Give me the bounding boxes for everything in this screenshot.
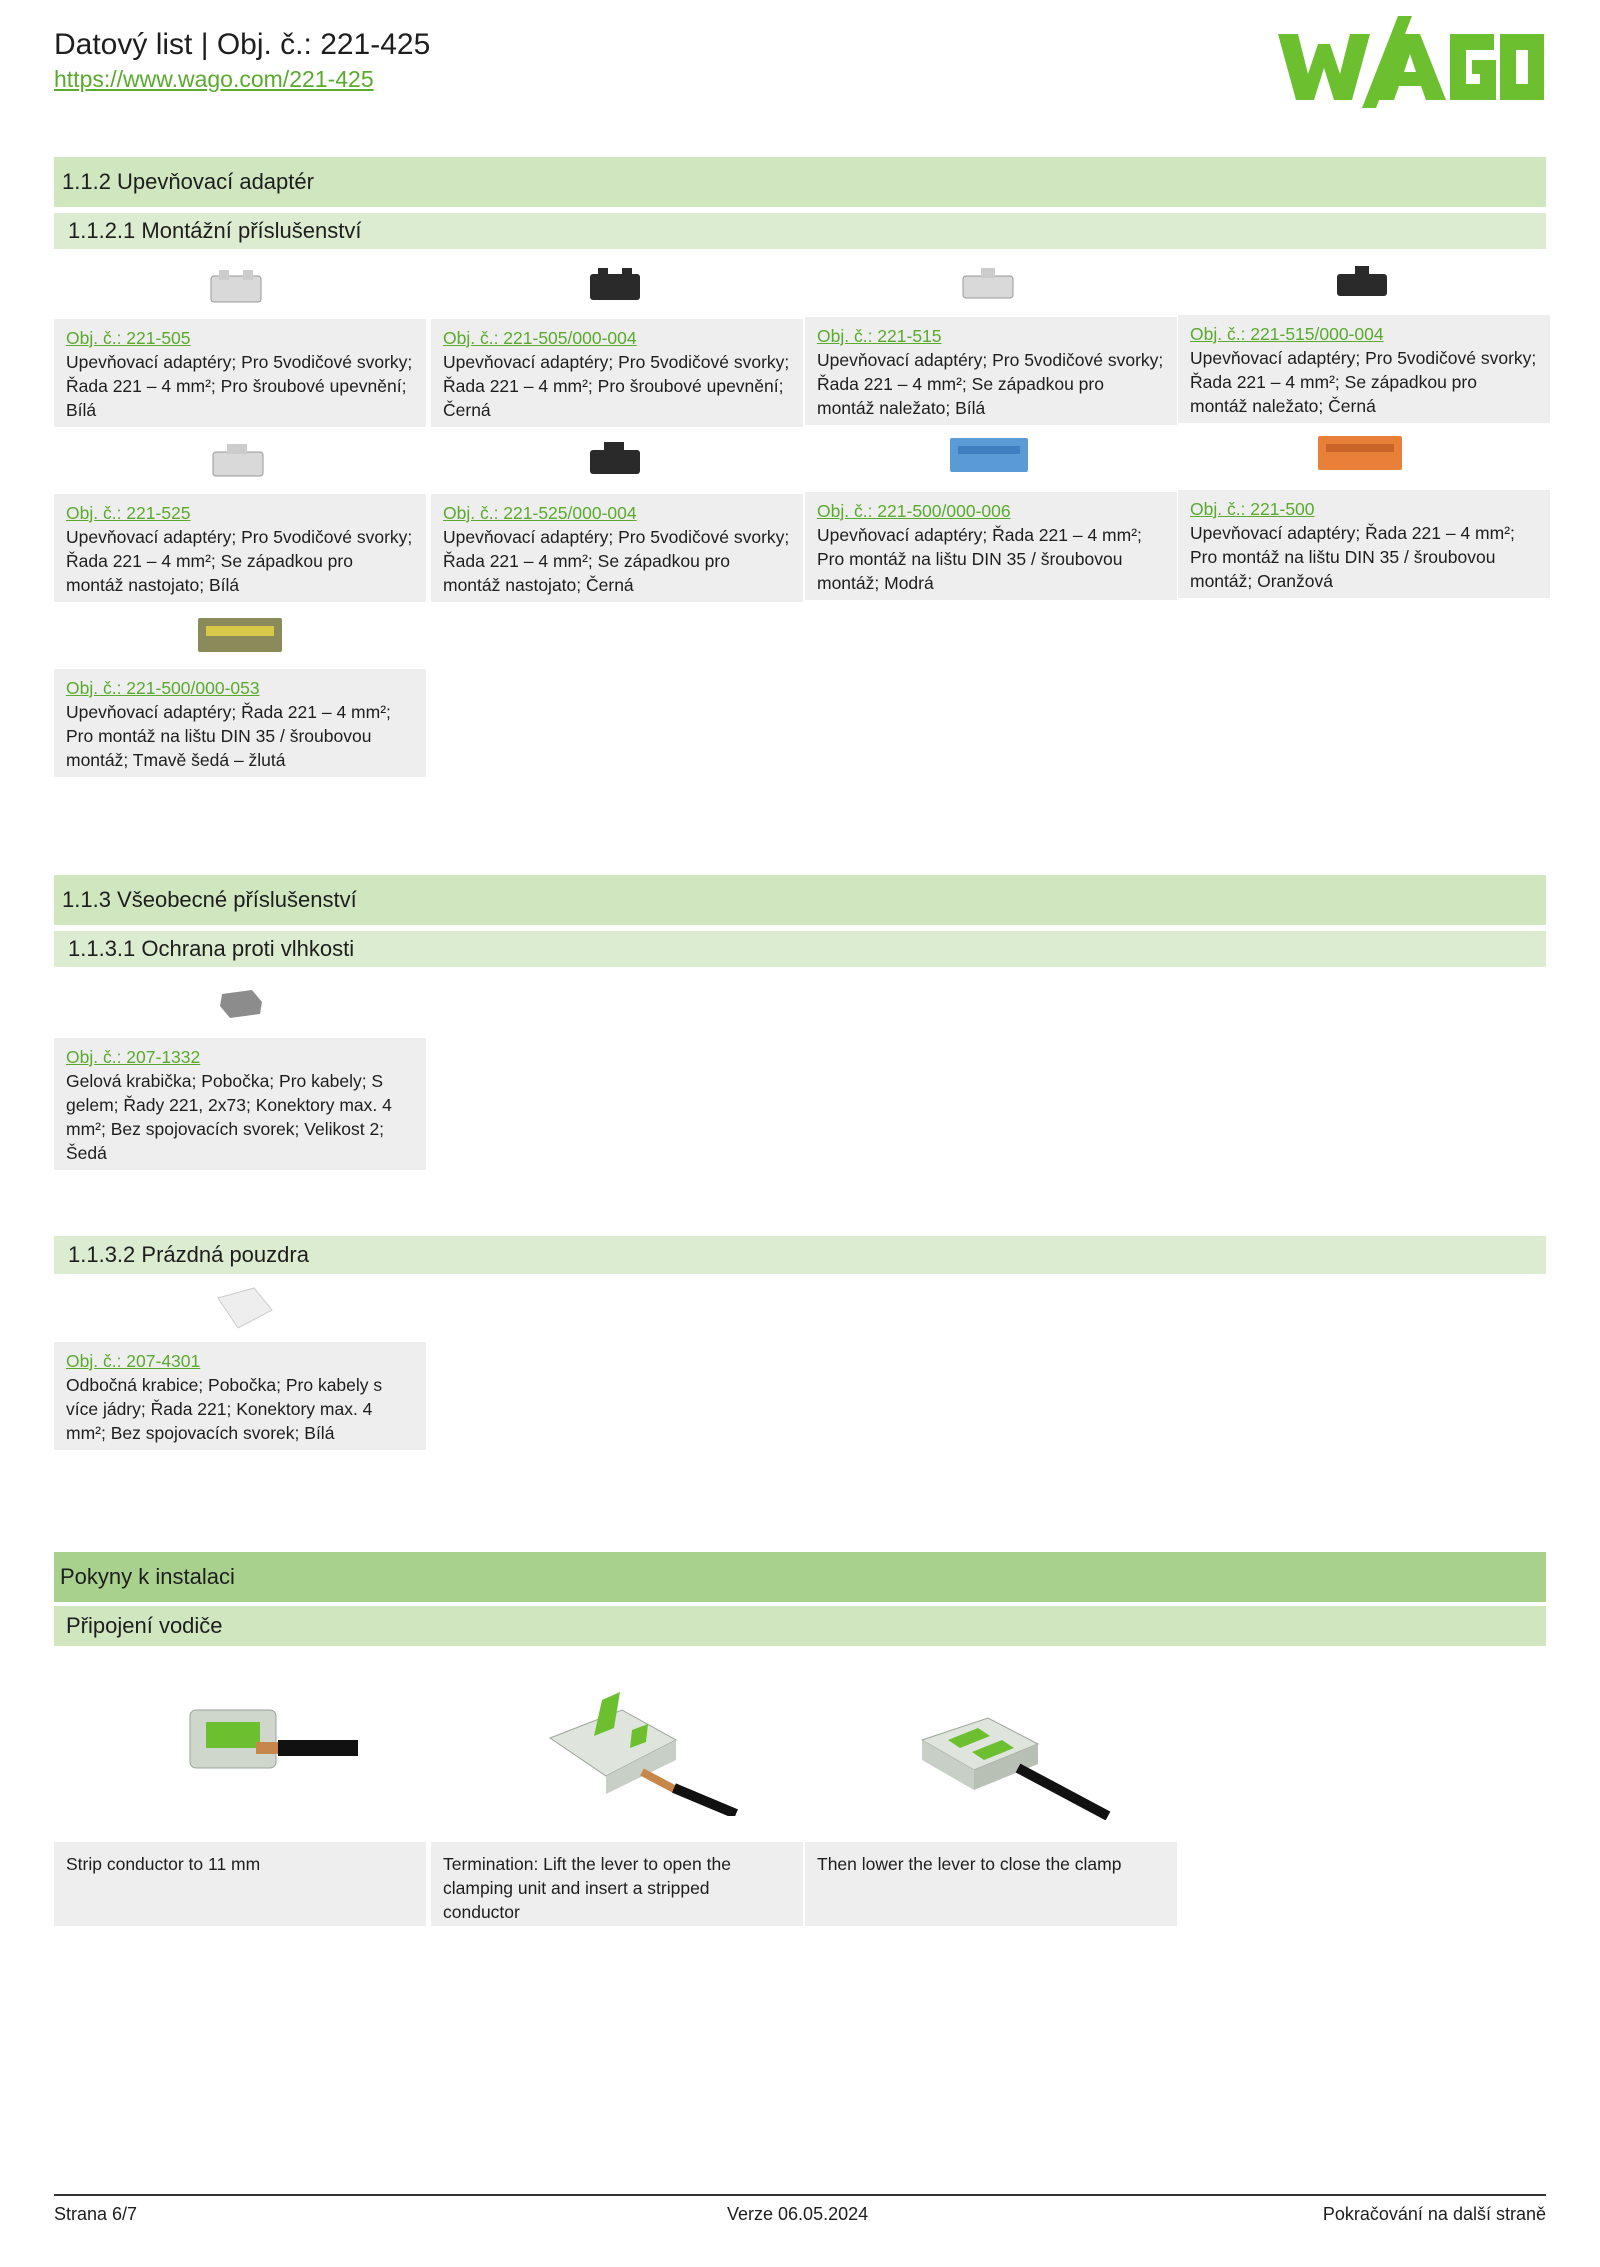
product-image-207-4301 [214, 1284, 276, 1334]
product-card [54, 319, 426, 427]
product-code-link[interactable]: Obj. č.: 221-515/000-004 [1190, 324, 1384, 344]
product-code-link[interactable]: Obj. č.: 221-515 [817, 326, 942, 346]
product-card [1178, 490, 1550, 598]
section-heading-fastening-adapter: 1.1.2 Upevňovací adaptér [54, 157, 1546, 207]
product-image-221-505-000-004 [584, 262, 646, 310]
product-card [54, 1342, 426, 1450]
product-image-207-1332 [216, 984, 266, 1024]
install-step-1 [54, 1842, 426, 1926]
product-description: Upevňovací adaptéry; Řada 221 – 4 mm²; Pro montáž na lištu DIN 35 / šroubovou montáž; Oranžová [1190, 523, 1515, 591]
lower-lever-illustration [918, 1712, 1112, 1820]
product-image-221-500-000-053 [194, 610, 286, 662]
lift-lever-illustration [546, 1688, 740, 1816]
product-card [54, 494, 426, 602]
product-image-221-505 [205, 264, 267, 312]
product-image-221-500 [1314, 430, 1406, 480]
wago-logo [1278, 14, 1544, 108]
product-card [431, 494, 803, 602]
product-image-221-515 [957, 262, 1019, 310]
product-image-221-525 [207, 440, 269, 488]
section-heading-installation: Pokyny k instalaci [54, 1552, 1546, 1602]
version-date: Verze 06.05.2024 [727, 2204, 869, 2224]
install-step-text: Then lower the lever to close the clamp [817, 1854, 1122, 1874]
subsection-heading-moisture-protection: 1.1.3.1 Ochrana proti vlhkosti [54, 931, 1546, 967]
section-heading-general-accessories: 1.1.3 Všeobecné příslušenství [54, 875, 1546, 925]
product-description: Upevňovací adaptéry; Pro 5vodičové svorky; Řada 221 – 4 mm²; Se západkou pro montáž naležato; Bílá [817, 350, 1164, 418]
product-code-link[interactable]: Obj. č.: 207-4301 [66, 1351, 201, 1371]
strip-conductor-illustration [186, 1704, 360, 1784]
product-code-link[interactable]: Obj. č.: 207-1332 [66, 1047, 201, 1067]
product-image-221-500-000-006 [946, 432, 1032, 482]
install-step-3 [805, 1842, 1177, 1926]
product-description: Upevňovací adaptéry; Pro 5vodičové svorky; Řada 221 – 4 mm²; Se západkou pro montáž naležato; Černá [1190, 348, 1537, 416]
product-card [1178, 315, 1550, 423]
product-description: Upevňovací adaptéry; Řada 221 – 4 mm²; Pro montáž na lištu DIN 35 / šroubovou montáž; Tmavě šedá – žlutá [66, 702, 391, 770]
install-step-2 [431, 1842, 803, 1926]
product-description: Upevňovací adaptéry; Pro 5vodičové svorky; Řada 221 – 4 mm²; Pro šroubové upevnění; Černá [443, 352, 790, 420]
product-code-link[interactable]: Obj. č.: 221-525 [66, 503, 191, 523]
install-step-text: Termination: Lift the lever to open the clamping unit and insert a stripped conductor [443, 1854, 731, 1922]
product-code-link[interactable]: Obj. č.: 221-505/000-004 [443, 328, 637, 348]
product-image-221-515-000-004 [1331, 260, 1393, 308]
product-card [805, 492, 1177, 600]
page-number: Strana 6/7 [54, 2204, 138, 2224]
subsection-heading-conductor-connection: Připojení vodiče [54, 1606, 1546, 1646]
product-code-link[interactable]: Obj. č.: 221-500/000-053 [66, 678, 260, 698]
product-code-link[interactable]: Obj. č.: 221-500 [1190, 499, 1315, 519]
install-step-text: Strip conductor to 11 mm [66, 1854, 261, 1874]
product-code-link[interactable]: Obj. č.: 221-500/000-006 [817, 501, 1011, 521]
product-card [54, 1038, 426, 1170]
product-description: Upevňovací adaptéry; Řada 221 – 4 mm²; Pro montáž na lištu DIN 35 / šroubovou montáž; Modrá [817, 525, 1142, 593]
footer-divider [54, 2194, 1546, 2196]
product-description: Upevňovací adaptéry; Pro 5vodičové svorky; Řada 221 – 4 mm²; Se západkou pro montáž nastojato; Bílá [66, 527, 413, 595]
product-url-link[interactable]: https://www.wago.com/221-425 [54, 66, 374, 92]
product-description: Odbočná krabice; Pobočka; Pro kabely s více jádry; Řada 221; Konektory max. 4 mm²; Bez spojovacích svorek; Bílá [66, 1375, 383, 1443]
product-code-link[interactable]: Obj. č.: 221-505 [66, 328, 191, 348]
product-card [54, 669, 426, 777]
subsection-heading-empty-housings: 1.1.3.2 Prázdná pouzdra [54, 1236, 1546, 1274]
product-card [431, 319, 803, 427]
product-card [805, 317, 1177, 425]
product-description: Upevňovací adaptéry; Pro 5vodičové svorky; Řada 221 – 4 mm²; Se západkou pro montáž nastojato; Černá [443, 527, 790, 595]
product-image-221-525-000-004 [584, 438, 646, 486]
page-title: Datový list | Obj. č.: 221-425 [54, 28, 431, 61]
product-description: Upevňovací adaptéry; Pro 5vodičové svorky; Řada 221 – 4 mm²; Pro šroubové upevnění; Bílá [66, 352, 413, 420]
subsection-heading-mounting-accessories: 1.1.2.1 Montážní příslušenství [54, 213, 1546, 249]
product-description: Gelová krabička; Pobočka; Pro kabely; S gelem; Řady 221, 2x73; Konektory max. 4 mm²; Bez spojovacích svorek; Velikost 2; Šedá [66, 1071, 392, 1163]
continued-note: Pokračování na další straně [1322, 2204, 1546, 2224]
product-code-link[interactable]: Obj. č.: 221-525/000-004 [443, 503, 637, 523]
